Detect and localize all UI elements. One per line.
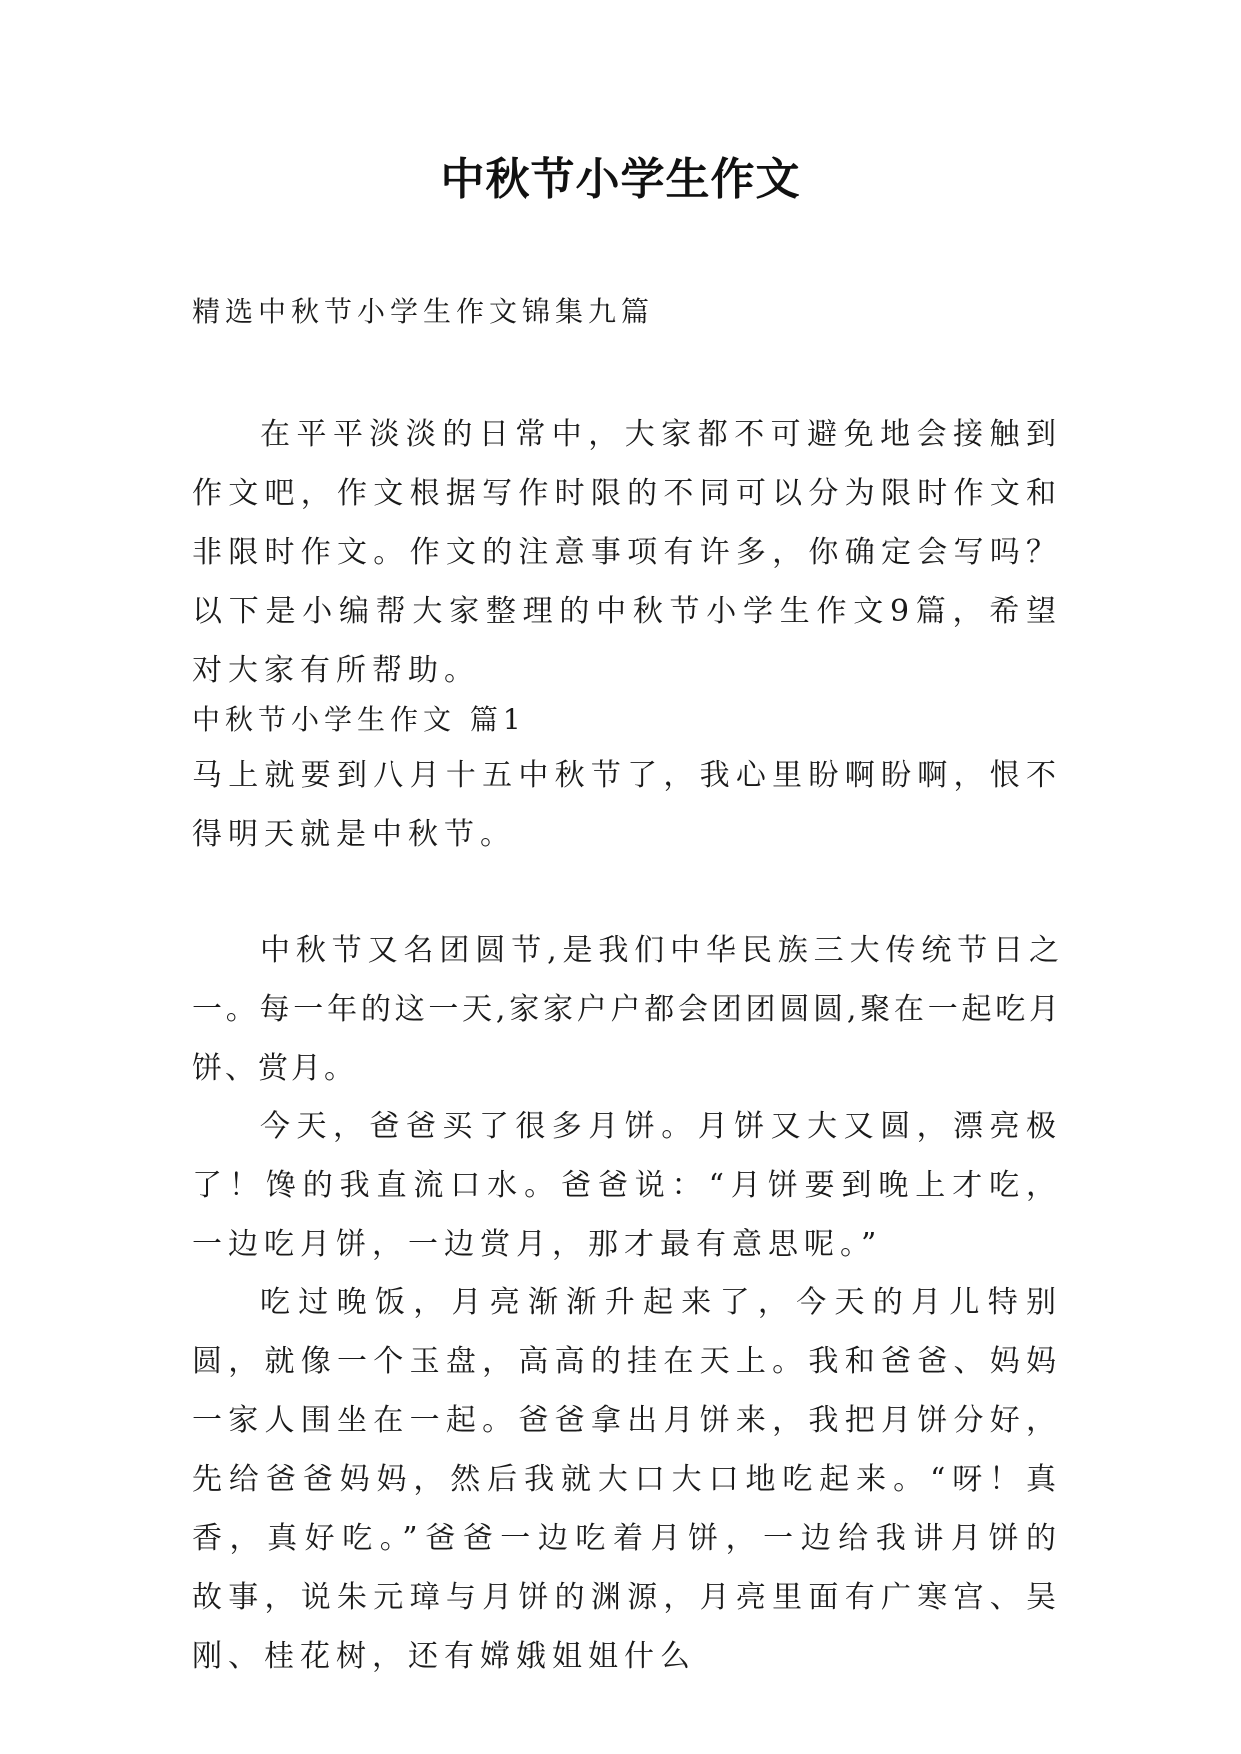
body-paragraph: 今天，爸爸买了很多月饼。月饼又大又圆，漂亮极了！馋的我直流口水。爸爸说：“月饼要到晚上才吃，一边吃月饼，一边赏月，那才最有意思呢。” xyxy=(192,1109,1062,1262)
body-paragraph: 吃过晚饭，月亮渐渐升起来了，今天的月儿特别圆，就像一个玉盘，高高的挂在天上。我和爸爸、妈妈一家人围坐在一起。爸爸拿出月饼来，我把月饼分好，先给爸爸妈妈，然后我就大口大口地吃起来。“呀！真香，真好吃。”爸爸一边吃着月饼，一边给我讲月饼的故事，说朱元璋与月饼的渊源，月亮里面有广寒宫、吴刚、桂花树，还有嫦娥姐姐什么 xyxy=(192,1285,1062,1674)
intro-paragraph: 在平平淡淡的日常中，大家都不可避免地会接触到作文吧，作文根据写作时限的不同可以分为限时作文和非限时作文。作文的注意事项有许多，你确定会写吗？以下是小编帮大家整理的中秋节小学生作文9篇，希望对大家有所帮助。 xyxy=(192,417,1062,688)
body-paragraph: 中秋节又名团圆节,是我们中华民族三大传统节日之一。每一年的这一天,家家户户都会团团圆圆,聚在一起吃月饼、赏月。 xyxy=(192,933,1062,1086)
section-heading: 中秋节小学生作文 篇1 xyxy=(192,703,526,736)
body-paragraph: 马上就要到八月十五中秋节了，我心里盼啊盼啊，恨不得明天就是中秋节。 xyxy=(192,758,1062,852)
page-title: 中秋节小学生作文 xyxy=(440,154,801,205)
subtitle: 精选中秋节小学生作文锦集九篇 xyxy=(192,295,655,328)
